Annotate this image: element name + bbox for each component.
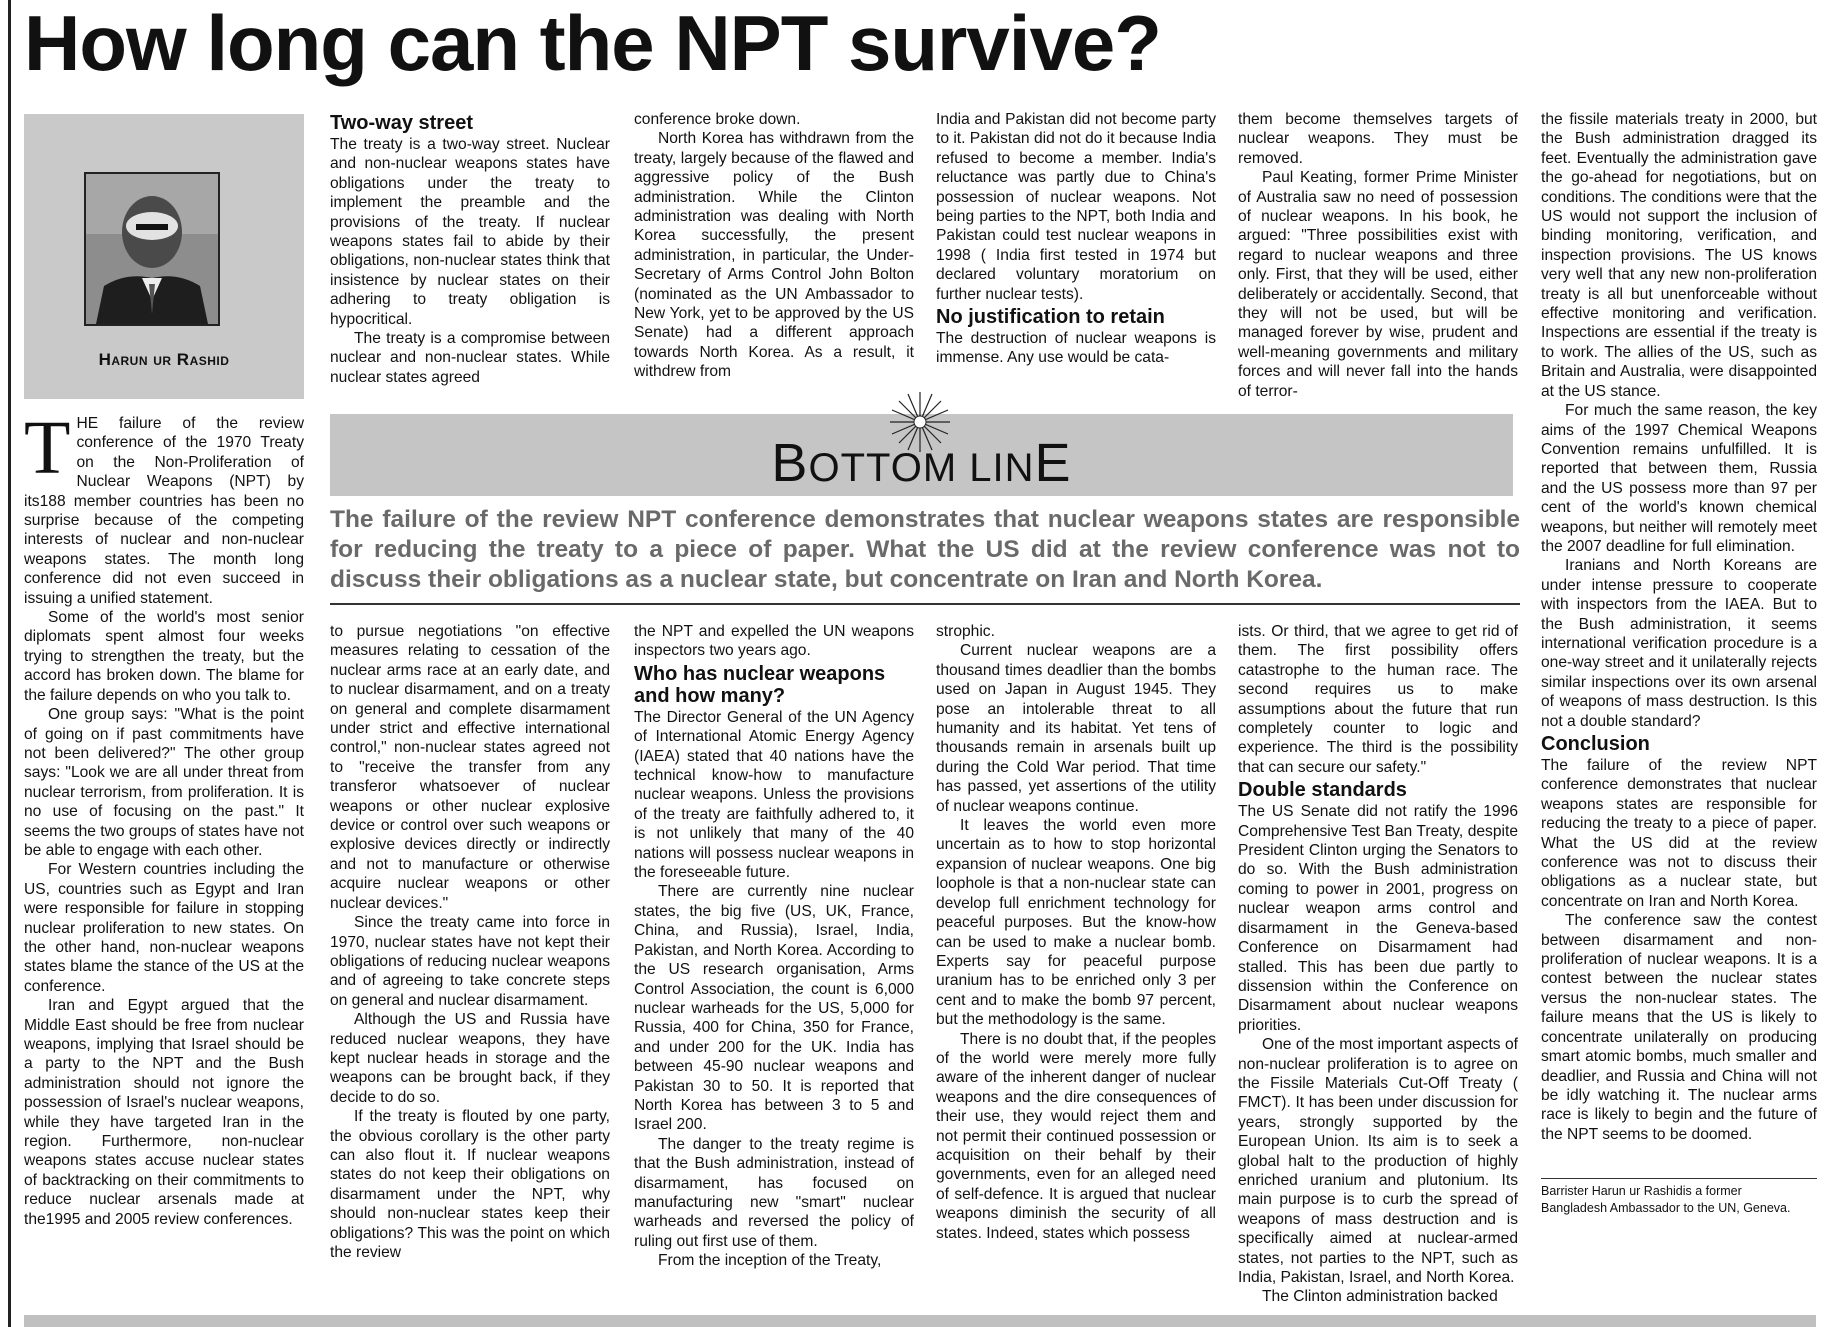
- column-5-top: [1238, 110, 1518, 401]
- col6-paragraph-1: the fissile materials treaty in 2000, but the Bush administration dragged its feet. Eventually the administration gave the go-ahead for negotiations, but on conditions. The conditions were that the US would not support the inclusion of binding monitoring, verification, and inspection provisions. The US knows very well that any new non-proliferation treaty is all but unenforceable without effective monitoring and verification. Inspections are essential if the treaty is to work. The allies of the US, such as Britain and Australia, were disappointed at the US stance.: [1541, 111, 1817, 400]
- column-2-bottom: [330, 622, 610, 1262]
- footnote-divider: [1541, 1178, 1817, 1179]
- col5-top-paragraph-1: them become themselves targets of nuclear weapons. They must be removed.: [1238, 111, 1518, 167]
- column-1: [24, 406, 304, 1229]
- col2-bot-paragraph-2: Since the treaty came into force in 1970, nuclear states have not kept their obligations of reducing nuclear weapons and of agreeing to take concrete steps on general and nuclear disarmament.: [330, 914, 610, 1009]
- col5-bot-paragraph-3: One of the most important aspects of non-nuclear proliferation is to agree on the Fissile Materials Cut-Off Treaty ( FMCT). It has been under discussion for years, strongly supported by the European Union. Its aim is to seek a global halt to the production of highly enriched uranium and plutonium. Its main purpose is to curb the spread of weapons of mass destruction and is specifically aimed at nuclear-armed states, not parties to the NPT, such as India, Pakistan, Israel, and North Korea.: [1238, 1036, 1518, 1286]
- col5-bot-paragraph-1: ists. Or third, that we agree to get rid of them. The first possibility offers catastrophe to the human race. The second requires us to make assumptions about the future that run completely counter to logic and experience. The third is the possibility that can secure our safety.": [1238, 623, 1518, 776]
- author-name: Harun ur Rashid: [98, 350, 230, 369]
- col6-paragraph-4: The failure of the review NPT conference demonstrates that nuclear weapons states are responsible for reducing the treaty to a piece of paper. What the US did at the review conference was not to discuss their obligations as a nuclear state, but concentrate on Iran and North Korea.: [1541, 757, 1817, 910]
- author-byline: [24, 350, 304, 370]
- col4-bot-paragraph-4: There is no doubt that, if the peoples of the world were merely more fully aware of the inherent danger of nuclear weapons and the dire consequences of their use, they would reject them and not permit their continued possession or acquisition on their behalf by their governments, even for an alleged need of self-defence. It is argued that nuclear weapons diminish the security of all states. Indeed, states which possess: [936, 1030, 1216, 1242]
- col5-bot-paragraph-2: The US Senate did not ratify the 1996 Comprehensive Test Ban Treaty, despite President Clinton urging the Senators to do so. With the Bush administration coming to power in 2001, progress on nuclear weapon arms control and disarmament in the Geneva-based Conference on Disarmament had stalled. This has been due partly to dissension within the Conference on Disarmament about nuclear weapons priorities.: [1238, 803, 1518, 1034]
- author-footnote: Barrister Harun ur Rashidis a former Bangladesh Ambassador to the UN, Geneva.: [1541, 1184, 1791, 1215]
- col2-bot-paragraph-1: to pursue negotiations "on effective measures relating to cessation of the nuclear arms race at an early date, and to nuclear disarmament, and on a treaty on general and complete disarmament under strict and effective international control," non-nuclear states agreed not to "receive the transfer from any transferor whatsoever of nuclear weapons or other nuclear explosive device or control over such weapons or explosive devices directly or indirectly and not to manufacture or otherwise acquire nuclear weapons or other nuclear devices.": [330, 623, 610, 912]
- bottom-border-band: [24, 1315, 1816, 1327]
- bottom-line-divider: [330, 603, 1520, 605]
- col3-bot-paragraph-1: the NPT and expelled the UN weapons inspectors two years ago.: [634, 623, 914, 660]
- col3-bot-paragraph-4: The danger to the treaty regime is that the Bush administration, instead of disarmament, has focused on manufacturing new "smart" nuclear warheads and reversed the policy of ruling out first use of them.: [634, 1135, 914, 1250]
- bottom-line-summary: The failure of the review NPT conference demonstrates that nuclear weapons states are responsible for reducing the treaty to a piece of paper. What the US did at the review conference was not to discuss their obligations as a nuclear state, but concentrate on Iran and North Korea.: [330, 506, 1520, 593]
- drop-cap: T: [24, 406, 71, 490]
- col3-bot-paragraph-2: The Director General of the UN Agency of International Atomic Energy Agency (IAEA) stated that 40 nations have the technical know-how to manufacture nuclear weapons. Unless the provisions of the treaty are faithfully adhered to, it is not unlikely that many of the 40 nations will possess nuclear weapons in the foreseeable future.: [634, 708, 914, 882]
- column-6: [1541, 110, 1817, 1144]
- starburst-icon: [890, 392, 950, 452]
- col1-p1-text: HE failure of the review conference of the 1970 Treaty on the Non-Proliferation of Nuclear Weapons (NPT) by its188 member countries has been no surprise because of the competing interests of nuclear and non-nuclear weapons states. The month long conference did not even succeed in issuing a unified statement.: [24, 415, 304, 607]
- column-2-top: [330, 110, 610, 387]
- col1-paragraph-4: For Western countries including the US, countries such as Egypt and Iran were responsible for failure in stopping nuclear proliferation to new states. On the other hand, non-nuclear weapons states blame the stance of the US at the conference.: [24, 861, 304, 995]
- col6-paragraph-5: The conference saw the contest between disarmament and non-proliferation of nuclear weapons. It is a contest between the nuclear states versus the non-nuclear states. The failure means that the US is likely to concentrate unilaterally on producing smart atomic bombs, much smaller and deadlier, and Russia and China will not be idly watching it. The nuclear arms race is likely to begin and the future of the NPT seems to be doomed.: [1541, 912, 1817, 1143]
- bl-title-part-4: M LIN: [922, 446, 1035, 490]
- bl-title-part-5: E: [1034, 433, 1072, 493]
- col4-bot-paragraph-2: Current nuclear weapons are a thousand times deadlier than the bombs used on Japan in August 1945. They pose an intolerable threat to all humanity and its habitat. Yet tens of thousands remain in arsenals built up during the Cold War period. That time has passed, yet assertions of the utility of nuclear weapons continue.: [936, 642, 1216, 815]
- column-4-top: [936, 110, 1216, 368]
- subhead-who-has-weapons: Who has nuclear weapons and how many?: [634, 662, 886, 707]
- author-photo-box: [24, 114, 304, 399]
- subhead-two-way-street: Two-way street: [330, 112, 473, 134]
- col4-top-paragraph-1: India and Pakistan did not become party to it. Pakistan did not do it because India refused to become a member. India's reluctance was partly due to China's possession of nuclear weapons. Not being parties to the NPT, both India and Pakistan could test nuclear weapons in 1998 ( India first tested in 1974 but declared voluntary moratorium on further nuclear tests).: [936, 111, 1217, 303]
- column-3-top: [634, 110, 914, 382]
- col1-paragraph-1: [24, 406, 304, 608]
- col3-top-paragraph-2: North Korea has withdrawn from the treaty, largely because of the flawed and aggressive policy of the Bush administration. While the Clinton administration was dealing with North Korea successfully, the present administration, in particular, the Under-Secretary of Arms Control John Bolton (nominated as the UN Ambassador to New York, yet to be approved by the US Senate) had a different approach towards North Korea. As a result, it withdrew from: [634, 130, 914, 381]
- col3-bot-paragraph-3: There are currently nine nuclear states, the big five (US, UK, France, China, and Russia), Israel, India, Pakistan, and North Korea. According to the US research organisation, Arms Control Association, the count is 6,000 nuclear warheads for the US, 5,000 for Russia, 400 for China, 350 for France, and under 200 for the UK. India has between 45-90 nuclear weapons and Pakistan 30 to 50. It is reported that North Korea has between 3 to 5 and Israel 200.: [634, 883, 914, 1134]
- col1-paragraph-3: One group says: "What is the point of going on if past commitments have not been delivered?" The other group says: "Look we are all under threat from nuclear terrorism, from proliferation. It is no use of focusing on the past." It seems the two groups of states have not be able to engage with each other.: [24, 706, 304, 859]
- subhead-double-standards: Double standards: [1238, 779, 1407, 802]
- bl-title-part-1: B: [771, 433, 809, 493]
- col4-top-paragraph-2: The destruction of nuclear weapons is immense. Any use would be cata-: [936, 330, 1216, 367]
- col3-top-paragraph-1: conference broke down.: [634, 111, 801, 128]
- col5-top-paragraph-2: Paul Keating, former Prime Minister of Australia saw no need of possession of nuclear weapons. In his book, he argued: "Three possibilities exist with regard to nuclear weapons and three only. First, that they will be used, either deliberately or accidentally. Second, that they will not be used, but will be managed forever by wise, prudent and well-meaning governments and military forces and will never fall into the hands of terror-: [1238, 169, 1518, 400]
- column-4-bottom: [936, 622, 1216, 1243]
- column-3-bottom: [634, 622, 914, 1271]
- col4-bot-paragraph-1: strophic.: [936, 623, 995, 640]
- col2-top-paragraph-2: The treaty is a compromise between nuclear and non-nuclear states. While nuclear states agreed: [330, 330, 610, 386]
- col3-bot-paragraph-5: From the inception of the Treaty,: [658, 1252, 882, 1270]
- subhead-conclusion: Conclusion: [1541, 733, 1650, 755]
- left-border-rule: [8, 0, 11, 1327]
- bl-title-part-3: O: [890, 446, 923, 490]
- col6-paragraph-3: Iranians and North Koreans are under intense pressure to cooperate with inspectors from the IAEA. But to the Bush administration, it seems international verification procedure is a one-way street and it unilaterally rejects similar inspections over its own arsenal of weapons of mass destruction. Is this not a double standard?: [1541, 557, 1817, 730]
- col1-paragraph-5: Iran and Egypt argued that the Middle East should be free from nuclear weapons, implying that Israel should be a party to the NPT and the Bush administration should not ignore the possession of Israel's nuclear weapons, while they have targeted Iran in the region. Furthermore, non-nuclear weapons states accuse nuclear states of backtracking on their commitments to reduce nuclear arsenals made at the1995 and 2005 review conferences.: [24, 997, 304, 1228]
- col6-paragraph-2: For much the same reason, the key aims of the 1997 Chemical Weapons Convention remains unfulfilled. It is reported that between them, Russia and the US possess more than 97 per cent of the world's known chemical weapons, but neither will remotely meet the 2007 deadline for full elimination.: [1541, 402, 1817, 555]
- col1-paragraph-2: Some of the world's most senior diplomats spent almost four weeks trying to strengthen the treaty, but the accord has broken down. The blame for the failure depends on who you talk to.: [24, 609, 304, 704]
- col5-bot-paragraph-4: The Clinton administration backed: [1262, 1288, 1498, 1306]
- col4-bot-paragraph-3: It leaves the world even more uncertain as to how to stop horizontal expansion of nuclear weapons. One big loophole is that a non-nuclear state can develop full enrichment technology for peaceful purposes. But the know-how can be used to make a nuclear bomb. Experts say for peaceful purpose uranium has to be enriched only 3 per cent and to make the bomb 97 percent, but the methodology is the same.: [936, 817, 1216, 1029]
- subhead-no-justification: No justification to retain: [936, 306, 1165, 329]
- col2-bot-paragraph-3: Although the US and Russia have reduced nuclear weapons, they have kept nuclear heads in storage and the weapons can be brought back, if they decide to do so.: [330, 1011, 610, 1106]
- headline: How long can the NPT survive?: [24, 0, 1161, 87]
- col2-bot-paragraph-4: If the treaty is flouted by one party, the obvious corollary is the other party can also flout it. If nuclear weapons states do not keep their obligations on disarmament under the NPT, why should non-nuclear states keep their obligations? This was the point on which the review: [330, 1108, 610, 1261]
- column-5-bottom: [1238, 622, 1518, 1307]
- bl-title-part-2: OTT: [808, 446, 891, 490]
- col2-top-paragraph-1: The treaty is a two-way street. Nuclear and non-nuclear weapons states have obligations under the treaty to implement the preamble and the provisions of the treaty. If nuclear weapons states fail to abide by their obligations, non-nuclear states think that insistence by nuclear states on their adhering to treaty obligation is hypocritical.: [330, 136, 610, 328]
- author-portrait-image: [86, 174, 218, 324]
- author-photo: [84, 172, 220, 326]
